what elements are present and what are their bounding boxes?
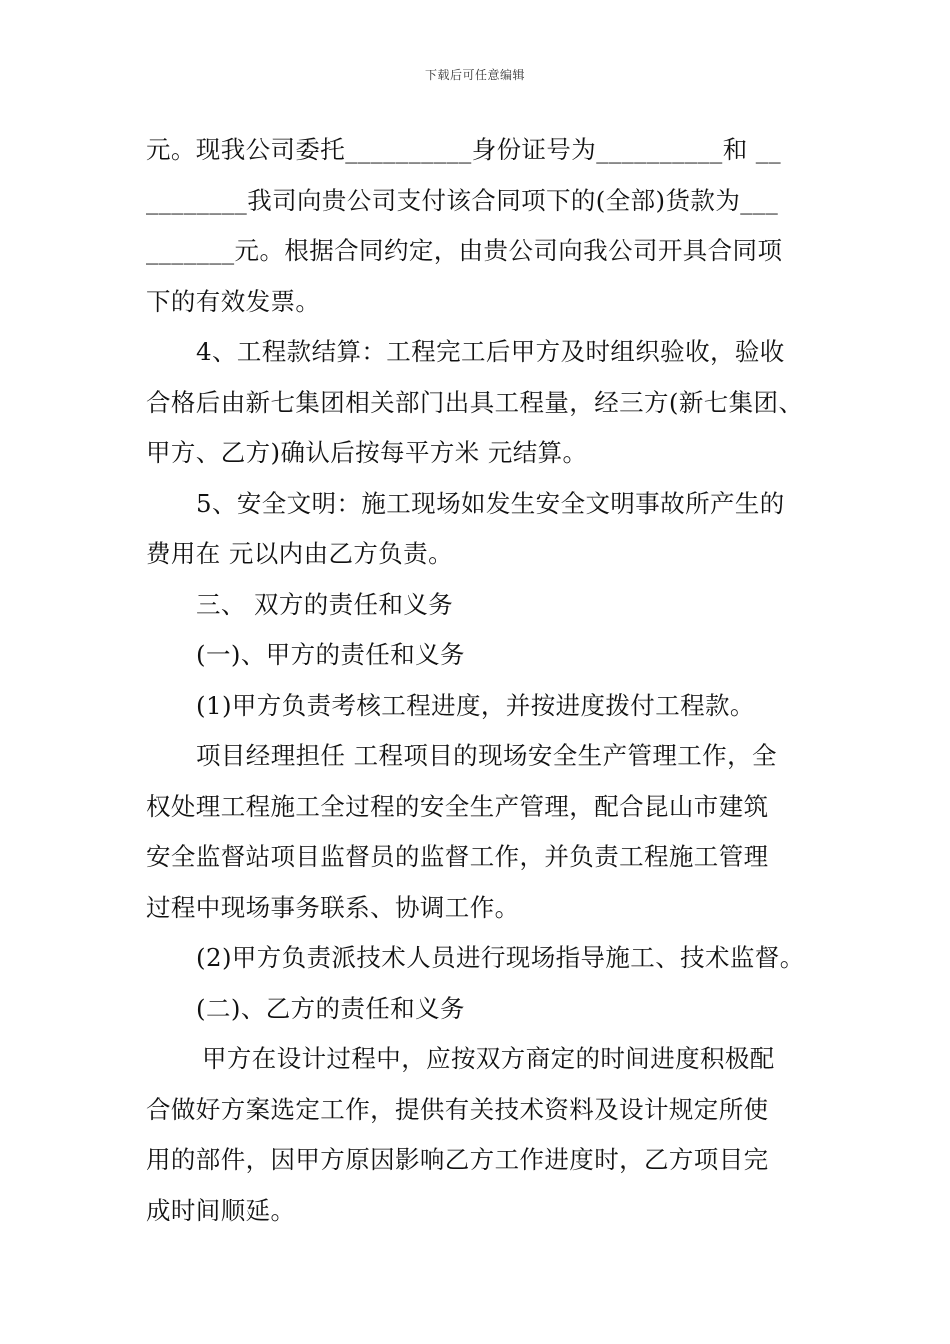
body-line: 甲方在设计过程中，应按双方商定的时间进度积极配 xyxy=(202,1044,775,1073)
body-line: 下的有效发票。 xyxy=(146,286,321,316)
body-line: _______元。根据合同约定，由贵公司向我公司开具合同项 xyxy=(146,236,783,265)
body-line: (1)甲方负责考核工程进度，并按进度拨付工程款。 xyxy=(196,690,755,720)
subsection-heading: (二)、乙方的责任和义务 xyxy=(196,993,465,1023)
body-line: 合格后由新七集团相关部门出具工程量，经三方(新七集团、 xyxy=(146,387,804,417)
body-line: 安全监督站项目监督员的监督工作，并负责工程施工管理 xyxy=(146,842,769,871)
body-line: 合做好方案选定工作，提供有关技术资料及设计规定所使 xyxy=(146,1094,769,1124)
body-line: 用的部件，因甲方原因影响乙方工作进度时，乙方项目完 xyxy=(146,1145,769,1174)
body-line: 元。现我公司委托__________身份证号为__________和 __ xyxy=(146,135,782,164)
body-line: 费用在 元以内由乙方负责。 xyxy=(146,539,453,568)
body-line: 过程中现场事务联系、协调工作。 xyxy=(146,892,520,922)
header-note: 下载后可任意编辑 xyxy=(424,68,525,82)
body-line: 甲方、乙方)确认后按每平方米 元结算。 xyxy=(146,438,588,467)
body-line: 4、工程款结算：工程完工后甲方及时组织验收，验收 xyxy=(196,337,785,366)
subsection-heading: (一)、甲方的责任和义务 xyxy=(196,640,465,669)
body-line: 项目经理担任 工程项目的现场安全生产管理工作，全 xyxy=(196,741,777,770)
body-line: ________我司向贵公司支付该合同项下的(全部)货款为___ xyxy=(146,185,779,215)
body-line: 5、安全文明：施工现场如发生安全文明事故所产生的 xyxy=(196,488,785,518)
section-heading: 三、 双方的责任和义务 xyxy=(196,589,454,619)
body-line: 成时间顺延。 xyxy=(146,1195,296,1225)
body-line: 权处理工程施工全过程的安全生产管理，配合昆山市建筑 xyxy=(146,791,769,821)
body-line: (2)甲方负责派技术人员进行现场指导施工、技术监督。 xyxy=(196,943,805,972)
document-body xyxy=(146,128,826,1239)
